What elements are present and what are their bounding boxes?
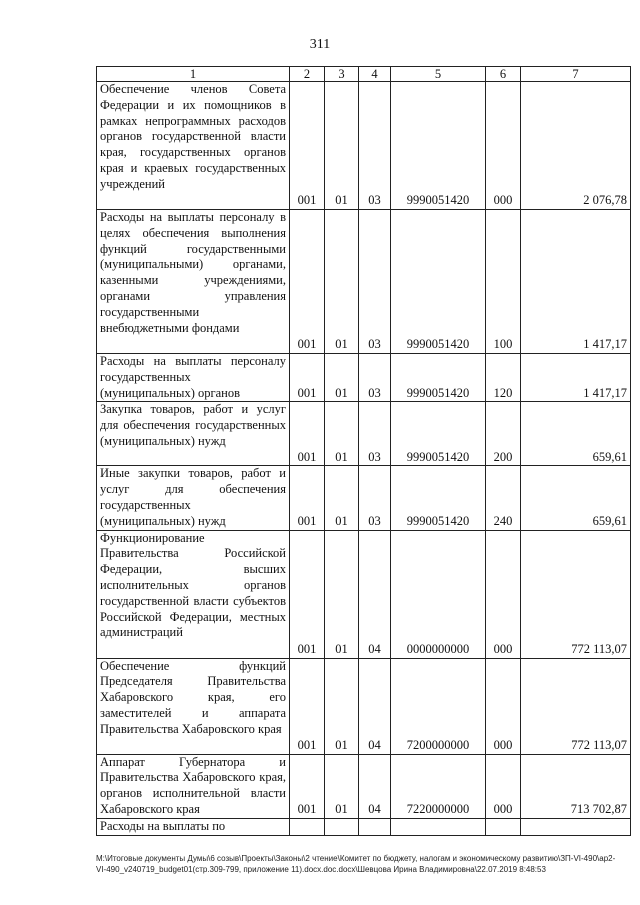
- cell-amount: 659,61: [521, 402, 631, 466]
- cell-section: 01: [325, 530, 359, 658]
- document-path-footer: М:\Итоговые документы Думы\6 созыв\Проекты\Законы\2 чтение\Комитет по бюджету, налогам и экономическому развитию\ЗП-VI-490\ар2-VI-490_v240719_budget01(стр.309-799, приложение 11).docx.doc.docx\Шевцова Ирина Владимировна\22.07.2019 8:48:53: [96, 854, 616, 874]
- row-description: Расходы на выплаты по: [97, 818, 290, 835]
- cell-code: 001: [290, 354, 325, 402]
- row-description: Аппарат Губернатора и Правительства Хабаровского края, органов исполнительной власти Хабаровского края: [97, 754, 290, 818]
- cell-code: 001: [290, 210, 325, 354]
- column-header: 1: [97, 67, 290, 82]
- column-header: 3: [325, 67, 359, 82]
- cell-expense-type: 000: [486, 754, 521, 818]
- cell-amount: 2 076,78: [521, 82, 631, 210]
- table-header-row: [97, 67, 631, 82]
- row-description: Обеспечение членов Совета Федерации и их помощников в рамках непрограммных расходов органов государственной власти края, государственных органов края и краевых государственных учреждений: [97, 82, 290, 210]
- column-header: 6: [486, 67, 521, 82]
- cell-code: 001: [290, 658, 325, 754]
- row-description: Иные закупки товаров, работ и услуг для обеспечения государственных (муниципальных) нужд: [97, 466, 290, 530]
- row-description: Обеспечение функций Председателя Правительства Хабаровского края, его заместителей и аппарата Правительства Хабаровского края: [97, 658, 290, 754]
- table-row: [97, 402, 631, 466]
- cell-target-article: 7220000000: [391, 754, 486, 818]
- cell-amount: 1 417,17: [521, 354, 631, 402]
- cell-subsection: 03: [359, 210, 391, 354]
- cell-expense-type: 240: [486, 466, 521, 530]
- row-description: Функционирование Правительства Российской Федерации, высших исполнительных органов государственной власти субъектов Российской Федерации, местных администраций: [97, 530, 290, 658]
- cell-expense-type: 100: [486, 210, 521, 354]
- cell-target-article: 9990051420: [391, 210, 486, 354]
- cell-code: 001: [290, 530, 325, 658]
- cell-section: 01: [325, 754, 359, 818]
- table-row: [97, 658, 631, 754]
- cell-target-article: 9990051420: [391, 354, 486, 402]
- cell-code: 001: [290, 466, 325, 530]
- cell-code: [290, 818, 325, 835]
- cell-target-article: 7200000000: [391, 658, 486, 754]
- cell-amount: [521, 818, 631, 835]
- cell-target-article: 9990051420: [391, 82, 486, 210]
- cell-section: 01: [325, 658, 359, 754]
- cell-amount: 659,61: [521, 466, 631, 530]
- cell-subsection: 03: [359, 354, 391, 402]
- table-row: [97, 210, 631, 354]
- budget-table: [96, 66, 631, 836]
- row-description: Расходы на выплаты персоналу государственных (муниципальных) органов: [97, 354, 290, 402]
- cell-target-article: 0000000000: [391, 530, 486, 658]
- table-row: [97, 818, 631, 835]
- cell-section: 01: [325, 210, 359, 354]
- cell-target-article: [391, 818, 486, 835]
- cell-amount: 713 702,87: [521, 754, 631, 818]
- column-header: 2: [290, 67, 325, 82]
- cell-section: [325, 818, 359, 835]
- column-header: 5: [391, 67, 486, 82]
- cell-section: 01: [325, 354, 359, 402]
- table-row: [97, 754, 631, 818]
- cell-code: 001: [290, 82, 325, 210]
- cell-subsection: 04: [359, 658, 391, 754]
- cell-subsection: 03: [359, 466, 391, 530]
- cell-subsection: [359, 818, 391, 835]
- cell-target-article: 9990051420: [391, 402, 486, 466]
- cell-amount: 772 113,07: [521, 530, 631, 658]
- table-row: [97, 466, 631, 530]
- row-description: Расходы на выплаты персоналу в целях обеспечения выполнения функций государственными (муниципальными) органами, казенными учреждениями, органами управления государственными внебюджетными фондами: [97, 210, 290, 354]
- cell-subsection: 04: [359, 754, 391, 818]
- cell-code: 001: [290, 754, 325, 818]
- cell-target-article: 9990051420: [391, 466, 486, 530]
- cell-code: 001: [290, 402, 325, 466]
- cell-subsection: 04: [359, 530, 391, 658]
- cell-amount: 1 417,17: [521, 210, 631, 354]
- cell-section: 01: [325, 82, 359, 210]
- table-row: [97, 354, 631, 402]
- cell-expense-type: 000: [486, 82, 521, 210]
- cell-subsection: 03: [359, 82, 391, 210]
- column-header: 4: [359, 67, 391, 82]
- table-row: [97, 530, 631, 658]
- cell-expense-type: [486, 818, 521, 835]
- cell-section: 01: [325, 402, 359, 466]
- cell-expense-type: 120: [486, 354, 521, 402]
- column-header: 7: [521, 67, 631, 82]
- cell-subsection: 03: [359, 402, 391, 466]
- table-row: [97, 82, 631, 210]
- page-number: 311: [309, 37, 331, 52]
- cell-expense-type: 200: [486, 402, 521, 466]
- cell-section: 01: [325, 466, 359, 530]
- row-description: Закупка товаров, работ и услуг для обеспечения государственных (муниципальных) нужд: [97, 402, 290, 466]
- cell-expense-type: 000: [486, 658, 521, 754]
- cell-amount: 772 113,07: [521, 658, 631, 754]
- cell-expense-type: 000: [486, 530, 521, 658]
